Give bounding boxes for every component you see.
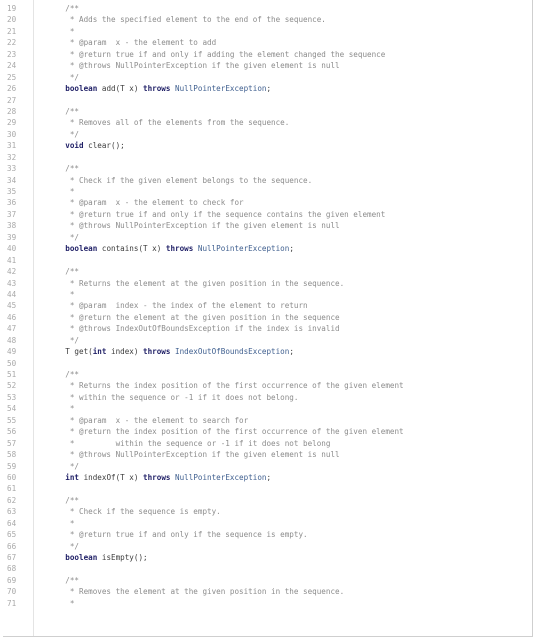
code-token-comment: * @throws NullPointerException if the given element is null (47, 221, 340, 231)
code-text (33, 403, 531, 414)
line-number: 71 (7, 598, 17, 608)
code-text (33, 506, 531, 517)
code-text (33, 186, 531, 197)
code-text (33, 415, 531, 426)
code-text (33, 483, 531, 494)
code-token-plain: T get( (47, 347, 93, 357)
code-line[interactable] (3, 95, 531, 106)
code-line[interactable] (3, 575, 531, 586)
line-number: 36 (7, 198, 17, 208)
code-token-kw: throws (143, 84, 171, 94)
code-token-comment: */ (47, 335, 80, 345)
code-text (33, 563, 531, 574)
code-text (33, 152, 531, 163)
code-text (33, 197, 531, 208)
code-text (33, 140, 531, 151)
line-number: 38 (7, 221, 17, 231)
code-token-comment: /** (47, 164, 80, 174)
line-number: 42 (7, 267, 17, 277)
code-text (33, 369, 531, 380)
code-token-punct: ; (289, 244, 294, 254)
code-text (33, 586, 531, 597)
code-token-comment: /** (47, 106, 80, 116)
code-line[interactable] (3, 278, 531, 289)
code-text (33, 346, 531, 357)
code-token-kw: boolean (47, 553, 98, 562)
line-number: 29 (7, 118, 17, 128)
code-token-comment: * @return true if and only if the sequence contains the given element (47, 209, 386, 219)
code-line[interactable] (3, 49, 531, 60)
line-number: 41 (7, 255, 17, 265)
code-line[interactable] (3, 26, 531, 37)
line-number: 48 (7, 335, 17, 345)
code-token-comment: * (47, 404, 75, 414)
code-line[interactable] (3, 129, 531, 140)
code-text (33, 14, 531, 25)
line-number: 46 (7, 312, 17, 322)
code-text (33, 175, 531, 186)
code-token-comment: * @return the element at the given position in the sequence (47, 312, 340, 322)
code-text (33, 529, 531, 540)
code-token-comment: * @param x - the element to check for (47, 198, 244, 208)
code-token-comment: * @param x - the element to search for (47, 415, 249, 425)
code-token-comment: /** (47, 267, 80, 277)
code-token-comment: * @param x - the element to add (47, 38, 217, 48)
code-text (33, 461, 531, 472)
code-token-kw: throws (165, 244, 194, 254)
code-text (33, 552, 531, 563)
code-text (33, 37, 531, 48)
line-number: 59 (7, 461, 17, 471)
line-number: 55 (7, 415, 17, 425)
code-lines[interactable] (3, 3, 531, 609)
code-token-comment: /** (47, 495, 80, 505)
code-token-plain: index) (106, 347, 144, 357)
code-token-comment: /** (47, 4, 80, 13)
code-token-comment: * (47, 518, 75, 528)
code-token-punct: ; (266, 84, 272, 94)
code-text (33, 358, 531, 369)
line-number: 23 (7, 49, 17, 59)
code-editor[interactable] (3, 0, 533, 637)
code-line[interactable] (3, 197, 531, 208)
code-token-comment: * @return true if and only if adding the element changed the sequence (47, 49, 386, 59)
code-token-plain: clear(); (83, 141, 125, 151)
code-token-comment: * Removes all of the elements from the sequence. (47, 118, 290, 128)
code-token-comment: * within the sequence or -1 if it does not belong. (47, 392, 299, 402)
code-text (33, 541, 531, 552)
code-token-comment: * (47, 598, 75, 608)
code-token-comment: /** (47, 575, 80, 585)
code-text (33, 129, 531, 140)
code-token-comment: * Check if the sequence is empty. (47, 507, 221, 517)
code-line[interactable] (3, 3, 531, 14)
line-number: 44 (7, 289, 17, 299)
line-number: 54 (7, 404, 17, 414)
line-number: 67 (7, 553, 17, 562)
code-line[interactable] (3, 186, 531, 197)
code-token-kw: boolean (47, 244, 98, 254)
code-line[interactable] (3, 472, 531, 483)
line-number: 61 (7, 484, 17, 494)
code-token-punct: ; (266, 472, 272, 482)
code-line[interactable] (3, 163, 531, 174)
code-token-comment: * @throws NullPointerException if the given element is null (47, 450, 340, 460)
line-number: 34 (7, 175, 17, 185)
line-number: 22 (7, 38, 17, 48)
code-token-comment: * @param index - the index of the element to return (47, 301, 308, 311)
code-line[interactable] (3, 83, 531, 94)
code-text (33, 266, 531, 277)
code-line[interactable] (3, 117, 531, 128)
code-line[interactable] (3, 289, 531, 300)
code-line[interactable] (3, 266, 531, 277)
code-token-plain: indexOf(T x) (79, 472, 144, 482)
code-line[interactable] (3, 495, 531, 506)
code-line[interactable] (3, 312, 531, 323)
code-line[interactable] (3, 461, 531, 472)
code-token-punct: ; (289, 347, 294, 357)
code-token-comment: * (47, 26, 75, 36)
code-token-comment: */ (47, 541, 80, 551)
code-line[interactable] (3, 563, 531, 574)
code-token-exc: NullPointerException (170, 84, 267, 94)
code-line[interactable] (3, 358, 531, 369)
code-token-kw: throws (143, 347, 171, 357)
code-line[interactable] (3, 106, 531, 117)
code-token-exc: NullPointerException (193, 244, 290, 254)
code-line[interactable] (3, 152, 531, 163)
code-token-comment: * @return true if and only if the sequence is empty. (47, 530, 308, 540)
line-number: 39 (7, 232, 17, 242)
code-line[interactable] (3, 335, 531, 346)
code-text (33, 117, 531, 128)
code-text (33, 575, 531, 586)
code-line[interactable] (3, 232, 531, 243)
code-text (33, 312, 531, 323)
code-token-comment: */ (47, 72, 80, 82)
code-text (33, 49, 531, 60)
code-text (33, 335, 531, 346)
code-text (33, 449, 531, 460)
code-line[interactable] (3, 438, 531, 449)
line-number: 49 (7, 347, 17, 357)
code-line[interactable] (3, 14, 531, 25)
code-token-comment: /** (47, 370, 80, 379)
code-token-kw: boolean (47, 84, 98, 94)
code-token-comment: * within the sequence or -1 if it does not belong (47, 438, 331, 448)
code-token-plain: add(T x) (97, 84, 144, 94)
code-line[interactable] (3, 552, 531, 563)
code-text (33, 83, 531, 94)
code-text (33, 289, 531, 300)
code-line[interactable] (3, 72, 531, 83)
line-number: 20 (7, 15, 17, 25)
line-number: 37 (7, 209, 17, 219)
line-number: 35 (7, 187, 17, 196)
line-number: 65 (7, 530, 17, 540)
code-token-comment: * Removes the element at the given position in the sequence. (47, 587, 345, 597)
line-number: 70 (7, 587, 17, 597)
line-number: 60 (7, 472, 17, 482)
line-number: 40 (7, 244, 17, 254)
line-number: 57 (7, 438, 17, 448)
line-number: 43 (7, 278, 17, 288)
code-line[interactable] (3, 209, 531, 220)
code-token-comment: * Check if the given element belongs to the sequence. (47, 175, 313, 185)
line-number: 47 (7, 324, 17, 334)
code-text (33, 495, 531, 506)
code-line[interactable] (3, 449, 531, 460)
line-number: 64 (7, 518, 17, 528)
line-number: 28 (7, 106, 17, 116)
code-line[interactable] (3, 426, 531, 437)
line-number: 32 (7, 152, 17, 162)
line-number: 53 (7, 392, 17, 402)
code-text (33, 323, 531, 334)
line-number: 52 (7, 381, 17, 391)
code-text (33, 598, 531, 609)
code-line[interactable] (3, 140, 531, 151)
code-token-comment: * Returns the index position of the first occurrence of the given element (47, 381, 404, 391)
line-number: 50 (7, 358, 17, 368)
code-token-plain: contains(T x) (97, 244, 166, 254)
code-token-kw: void (47, 141, 84, 151)
code-token-comment: * (47, 289, 75, 299)
code-text (33, 26, 531, 37)
code-line[interactable] (3, 255, 531, 266)
code-text (33, 300, 531, 311)
code-line[interactable] (3, 60, 531, 71)
code-text (33, 209, 531, 220)
code-line[interactable] (3, 369, 531, 380)
code-text (33, 106, 531, 117)
line-number: 69 (7, 575, 17, 585)
code-token-comment: * Adds the specified element to the end of the sequence. (47, 15, 326, 25)
line-number: 26 (7, 84, 17, 94)
code-text (33, 60, 531, 71)
code-token-comment: * @throws IndexOutOfBoundsException if the index is invalid (47, 324, 340, 334)
code-token-comment: */ (47, 129, 80, 139)
line-number: 33 (7, 164, 17, 174)
code-line[interactable] (3, 380, 531, 391)
code-text (33, 392, 531, 403)
code-text (33, 232, 531, 243)
code-token-kw: int (47, 472, 80, 482)
code-line[interactable] (3, 598, 531, 609)
code-text (33, 518, 531, 529)
line-number: 56 (7, 427, 17, 437)
line-number: 27 (7, 95, 17, 105)
code-line[interactable] (3, 518, 531, 529)
line-number: 45 (7, 301, 17, 311)
code-token-comment: * @return the index position of the first occurrence of the given element (47, 427, 404, 437)
code-line[interactable] (3, 300, 531, 311)
code-text (33, 163, 531, 174)
code-text (33, 438, 531, 449)
line-number: 62 (7, 495, 17, 505)
code-token-comment: * @throws NullPointerException if the given element is null (47, 61, 340, 71)
code-line[interactable] (3, 529, 531, 540)
code-line[interactable] (3, 243, 531, 254)
code-line[interactable] (3, 506, 531, 517)
code-text (33, 220, 531, 231)
code-line[interactable] (3, 392, 531, 403)
code-text (33, 278, 531, 289)
code-text (33, 72, 531, 83)
code-line[interactable] (3, 37, 531, 48)
code-line[interactable] (3, 541, 531, 552)
line-number: 51 (7, 370, 17, 379)
code-token-kw: throws (143, 472, 171, 482)
code-token-plain: isEmpty(); (97, 553, 148, 562)
code-line[interactable] (3, 415, 531, 426)
code-token-kw: int (92, 347, 107, 357)
line-number: 24 (7, 61, 17, 71)
line-number: 63 (7, 507, 17, 517)
code-token-comment: */ (47, 232, 80, 242)
code-token-exc: NullPointerException (170, 472, 267, 482)
code-line[interactable] (3, 323, 531, 334)
code-text (33, 380, 531, 391)
line-number: 66 (7, 541, 17, 551)
line-number: 30 (7, 129, 17, 139)
code-token-exc: IndexOutOfBoundsException (170, 347, 290, 357)
line-number: 58 (7, 450, 17, 460)
code-text (33, 472, 531, 483)
code-text (33, 243, 531, 254)
code-line[interactable] (3, 483, 531, 494)
code-text (33, 255, 531, 266)
code-token-comment: * Returns the element at the given position in the sequence. (47, 278, 345, 288)
code-line[interactable] (3, 220, 531, 231)
line-number: 21 (7, 26, 17, 36)
line-number: 31 (7, 141, 17, 151)
code-text (33, 95, 531, 106)
code-token-comment: */ (47, 461, 80, 471)
line-number: 19 (7, 4, 17, 13)
code-line[interactable] (3, 403, 531, 414)
code-token-comment: * (47, 187, 75, 196)
line-number: 68 (7, 564, 17, 574)
code-line[interactable] (3, 586, 531, 597)
code-line[interactable] (3, 346, 531, 357)
line-number: 25 (7, 72, 17, 82)
code-text (33, 426, 531, 437)
code-line[interactable] (3, 175, 531, 186)
code-text (33, 3, 531, 14)
